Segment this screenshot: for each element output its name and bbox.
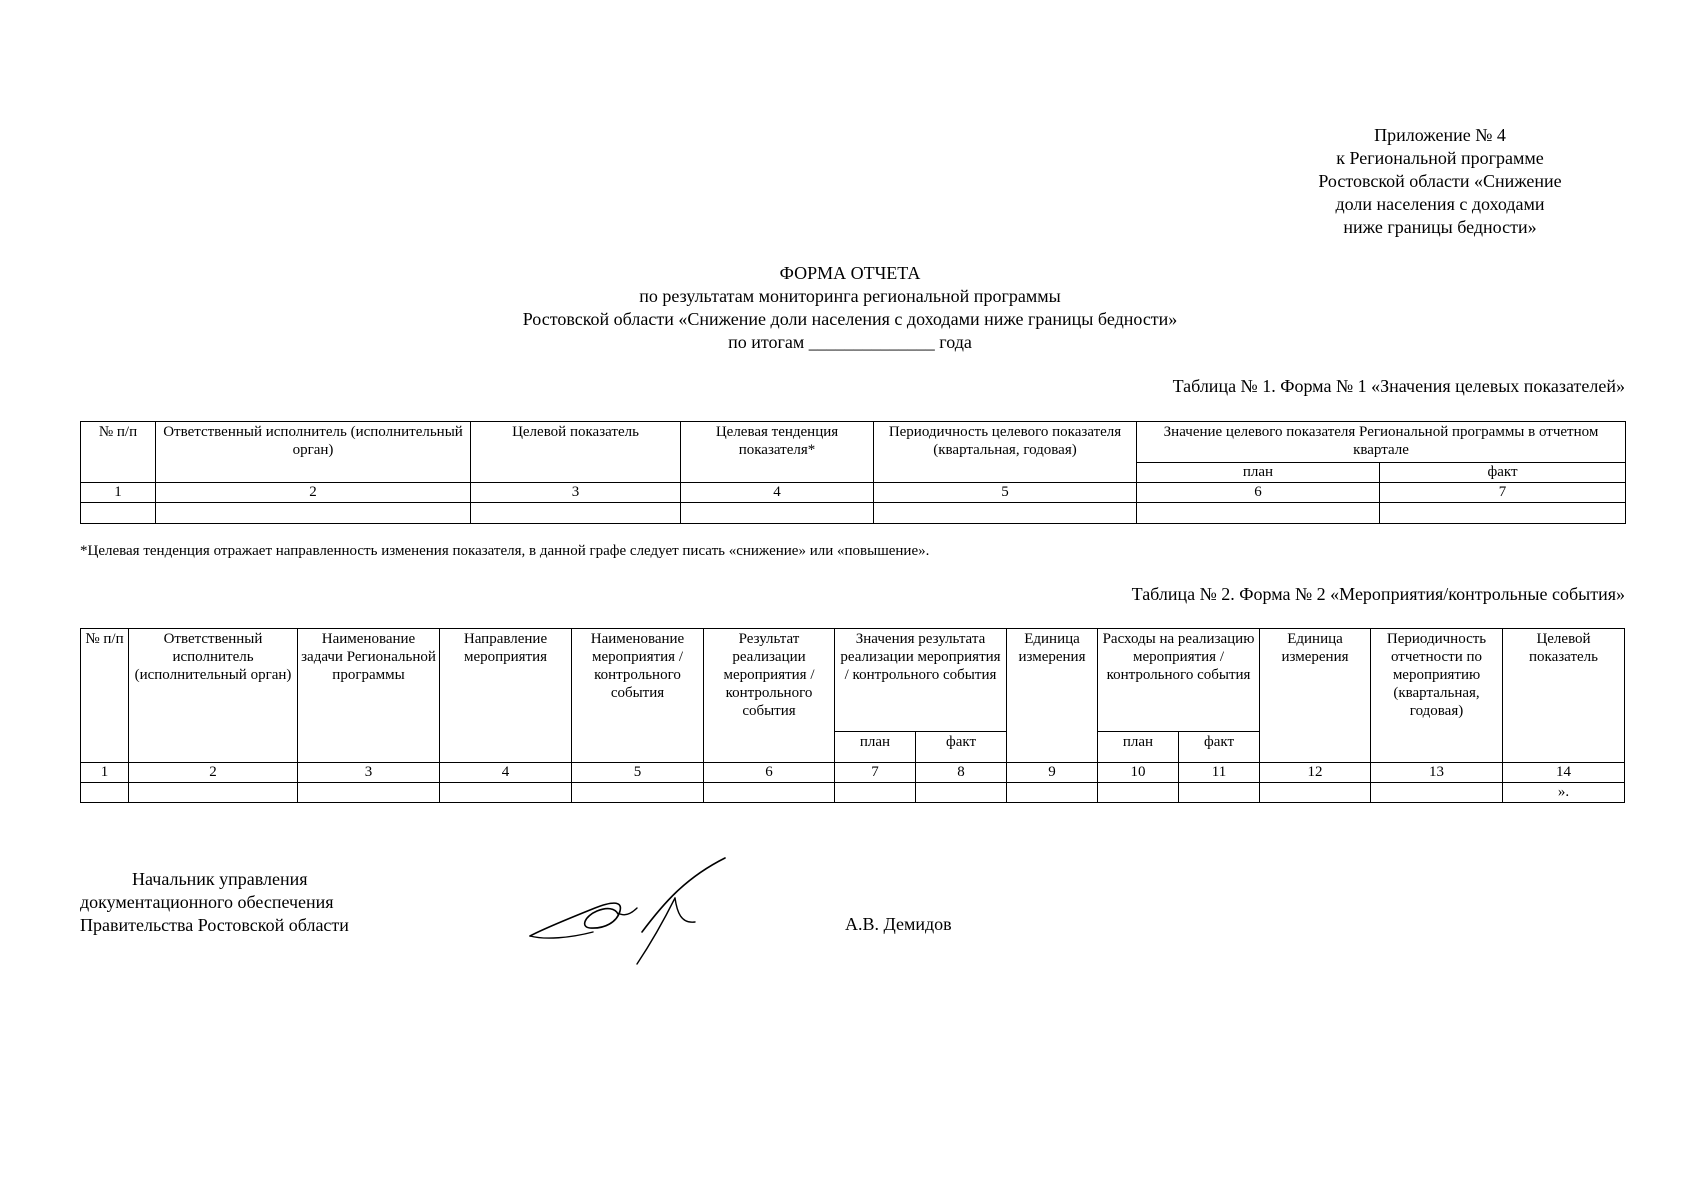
- column-number-cell: 1: [81, 483, 156, 503]
- header-cell-event-name: Наименование мероприятия / контрольного события: [572, 629, 704, 763]
- empty-cell: [129, 783, 298, 803]
- header-cell-task: Наименование задачи Региональной программы: [298, 629, 440, 763]
- column-number-cell: 3: [471, 483, 681, 503]
- column-number-cell: 2: [156, 483, 471, 503]
- header-cell-plan: план: [1098, 732, 1179, 763]
- signer-position-line: Правительства Ростовской области: [80, 915, 349, 935]
- column-number-cell: 2: [129, 763, 298, 783]
- column-number-cell: 8: [916, 763, 1007, 783]
- table2-events: [80, 628, 1625, 803]
- header-cell-num: № п/п: [81, 422, 156, 483]
- header-cell-plan: план: [835, 732, 916, 763]
- empty-cell: [298, 783, 440, 803]
- header-cell-result: Результат реализации мероприятия / контрольного события: [704, 629, 835, 763]
- empty-cell: [1371, 783, 1503, 803]
- column-number-cell: 4: [681, 483, 874, 503]
- header-cell-result-values: Значения результата реализации мероприятия / контрольного события: [835, 629, 1007, 732]
- signer-position: [80, 868, 349, 937]
- header-cell-executor: Ответственный исполнитель (исполнительный орган): [129, 629, 298, 763]
- report-title: [340, 262, 1360, 354]
- header-cell-num: № п/п: [81, 629, 129, 763]
- empty-cell: [1137, 503, 1380, 524]
- column-number-cell: 3: [298, 763, 440, 783]
- header-cell-value-group: Значение целевого показателя Региональной программы в отчетном квартале: [1137, 422, 1626, 463]
- header-cell-fact: факт: [1179, 732, 1260, 763]
- empty-cell: [1260, 783, 1371, 803]
- header-cell-fact: факт: [1380, 463, 1626, 483]
- header-cell-unit: Единица измерения: [1007, 629, 1098, 763]
- appendix-line: доли населения с доходами: [1335, 194, 1545, 214]
- column-number-cell: 7: [1380, 483, 1626, 503]
- empty-cell: [1380, 503, 1626, 524]
- column-number-cell: 14: [1503, 763, 1625, 783]
- column-number-cell: 9: [1007, 763, 1098, 783]
- closing-quote-cell: ».: [1503, 783, 1625, 803]
- appendix-line: Приложение № 4: [1374, 125, 1506, 145]
- report-subtitle-line: по результатам мониторинга региональной программы: [639, 286, 1061, 306]
- column-number-cell: 1: [81, 763, 129, 783]
- table1-caption: Таблица № 1. Форма № 1 «Значения целевых показателей»: [1172, 376, 1625, 396]
- header-cell-periodicity: Периодичность целевого показателя (квартальная, годовая): [874, 422, 1137, 483]
- column-number-cell: 5: [572, 763, 704, 783]
- report-subtitle-line: Ростовской области «Снижение доли населения с доходами ниже границы бедности»: [522, 309, 1178, 329]
- appendix-line: ниже границы бедности»: [1343, 217, 1537, 237]
- column-number-cell: 5: [874, 483, 1137, 503]
- header-cell-indicator: Целевой показатель: [471, 422, 681, 483]
- empty-cell: [1007, 783, 1098, 803]
- column-number-cell: 11: [1179, 763, 1260, 783]
- table2-caption: Таблица № 2. Форма № 2 «Мероприятия/контрольные события»: [1131, 584, 1625, 604]
- appendix-line: к Региональной программе: [1336, 148, 1544, 168]
- report-heading: ФОРМА ОТЧЕТА: [779, 263, 921, 283]
- table2-column-numbers-row: [81, 763, 1625, 783]
- signer-name: А.В. Демидов: [845, 914, 952, 934]
- header-cell-indicator: Целевой показатель: [1503, 629, 1625, 763]
- empty-cell: [440, 783, 572, 803]
- signer-position-line: Начальник управления: [132, 869, 308, 889]
- header-cell-expenses: Расходы на реализацию мероприятия / контрольного события: [1098, 629, 1260, 732]
- table2-header-row: [81, 629, 1625, 732]
- column-number-cell: 12: [1260, 763, 1371, 783]
- footnote: *Целевая тенденция отражает направленность изменения показателя, в данной графе следует писать «снижение» или «повышение».: [80, 543, 930, 559]
- column-number-cell: 4: [440, 763, 572, 783]
- empty-cell: [81, 503, 156, 524]
- appendix-line: Ростовской области «Снижение: [1318, 171, 1562, 191]
- header-cell-fact: факт: [916, 732, 1007, 763]
- empty-cell: [471, 503, 681, 524]
- empty-cell: [1179, 783, 1260, 803]
- empty-cell: [704, 783, 835, 803]
- empty-cell: [572, 783, 704, 803]
- header-cell-periodicity: Периодичность отчетности по мероприятию (квартальная, годовая): [1371, 629, 1503, 763]
- column-number-cell: 10: [1098, 763, 1179, 783]
- column-number-cell: 6: [1137, 483, 1380, 503]
- column-number-cell: 13: [1371, 763, 1503, 783]
- report-period-line: по итогам ______________ года: [728, 332, 972, 352]
- empty-cell: [81, 783, 129, 803]
- empty-cell: [1098, 783, 1179, 803]
- table1-empty-row: [81, 503, 1626, 524]
- handwritten-signature-icon: [525, 856, 735, 976]
- column-number-cell: 7: [835, 763, 916, 783]
- signer-position-line: документационного обеспечения: [80, 892, 334, 912]
- empty-cell: [835, 783, 916, 803]
- empty-cell: [156, 503, 471, 524]
- header-cell-plan: план: [1137, 463, 1380, 483]
- header-cell-executor: Ответственный исполнитель (исполнительный орган): [156, 422, 471, 483]
- header-cell-trend: Целевая тенденция показателя*: [681, 422, 874, 483]
- table2-empty-row: [81, 783, 1625, 803]
- empty-cell: [874, 503, 1137, 524]
- appendix-header: [1290, 124, 1590, 239]
- column-number-cell: 6: [704, 763, 835, 783]
- empty-cell: [916, 783, 1007, 803]
- header-cell-direction: Направление мероприятия: [440, 629, 572, 763]
- table1-column-numbers-row: [81, 483, 1626, 503]
- empty-cell: [681, 503, 874, 524]
- table1-header-row: [81, 422, 1626, 463]
- header-cell-unit: Единица измерения: [1260, 629, 1371, 763]
- table1-target-indicators: [80, 421, 1626, 524]
